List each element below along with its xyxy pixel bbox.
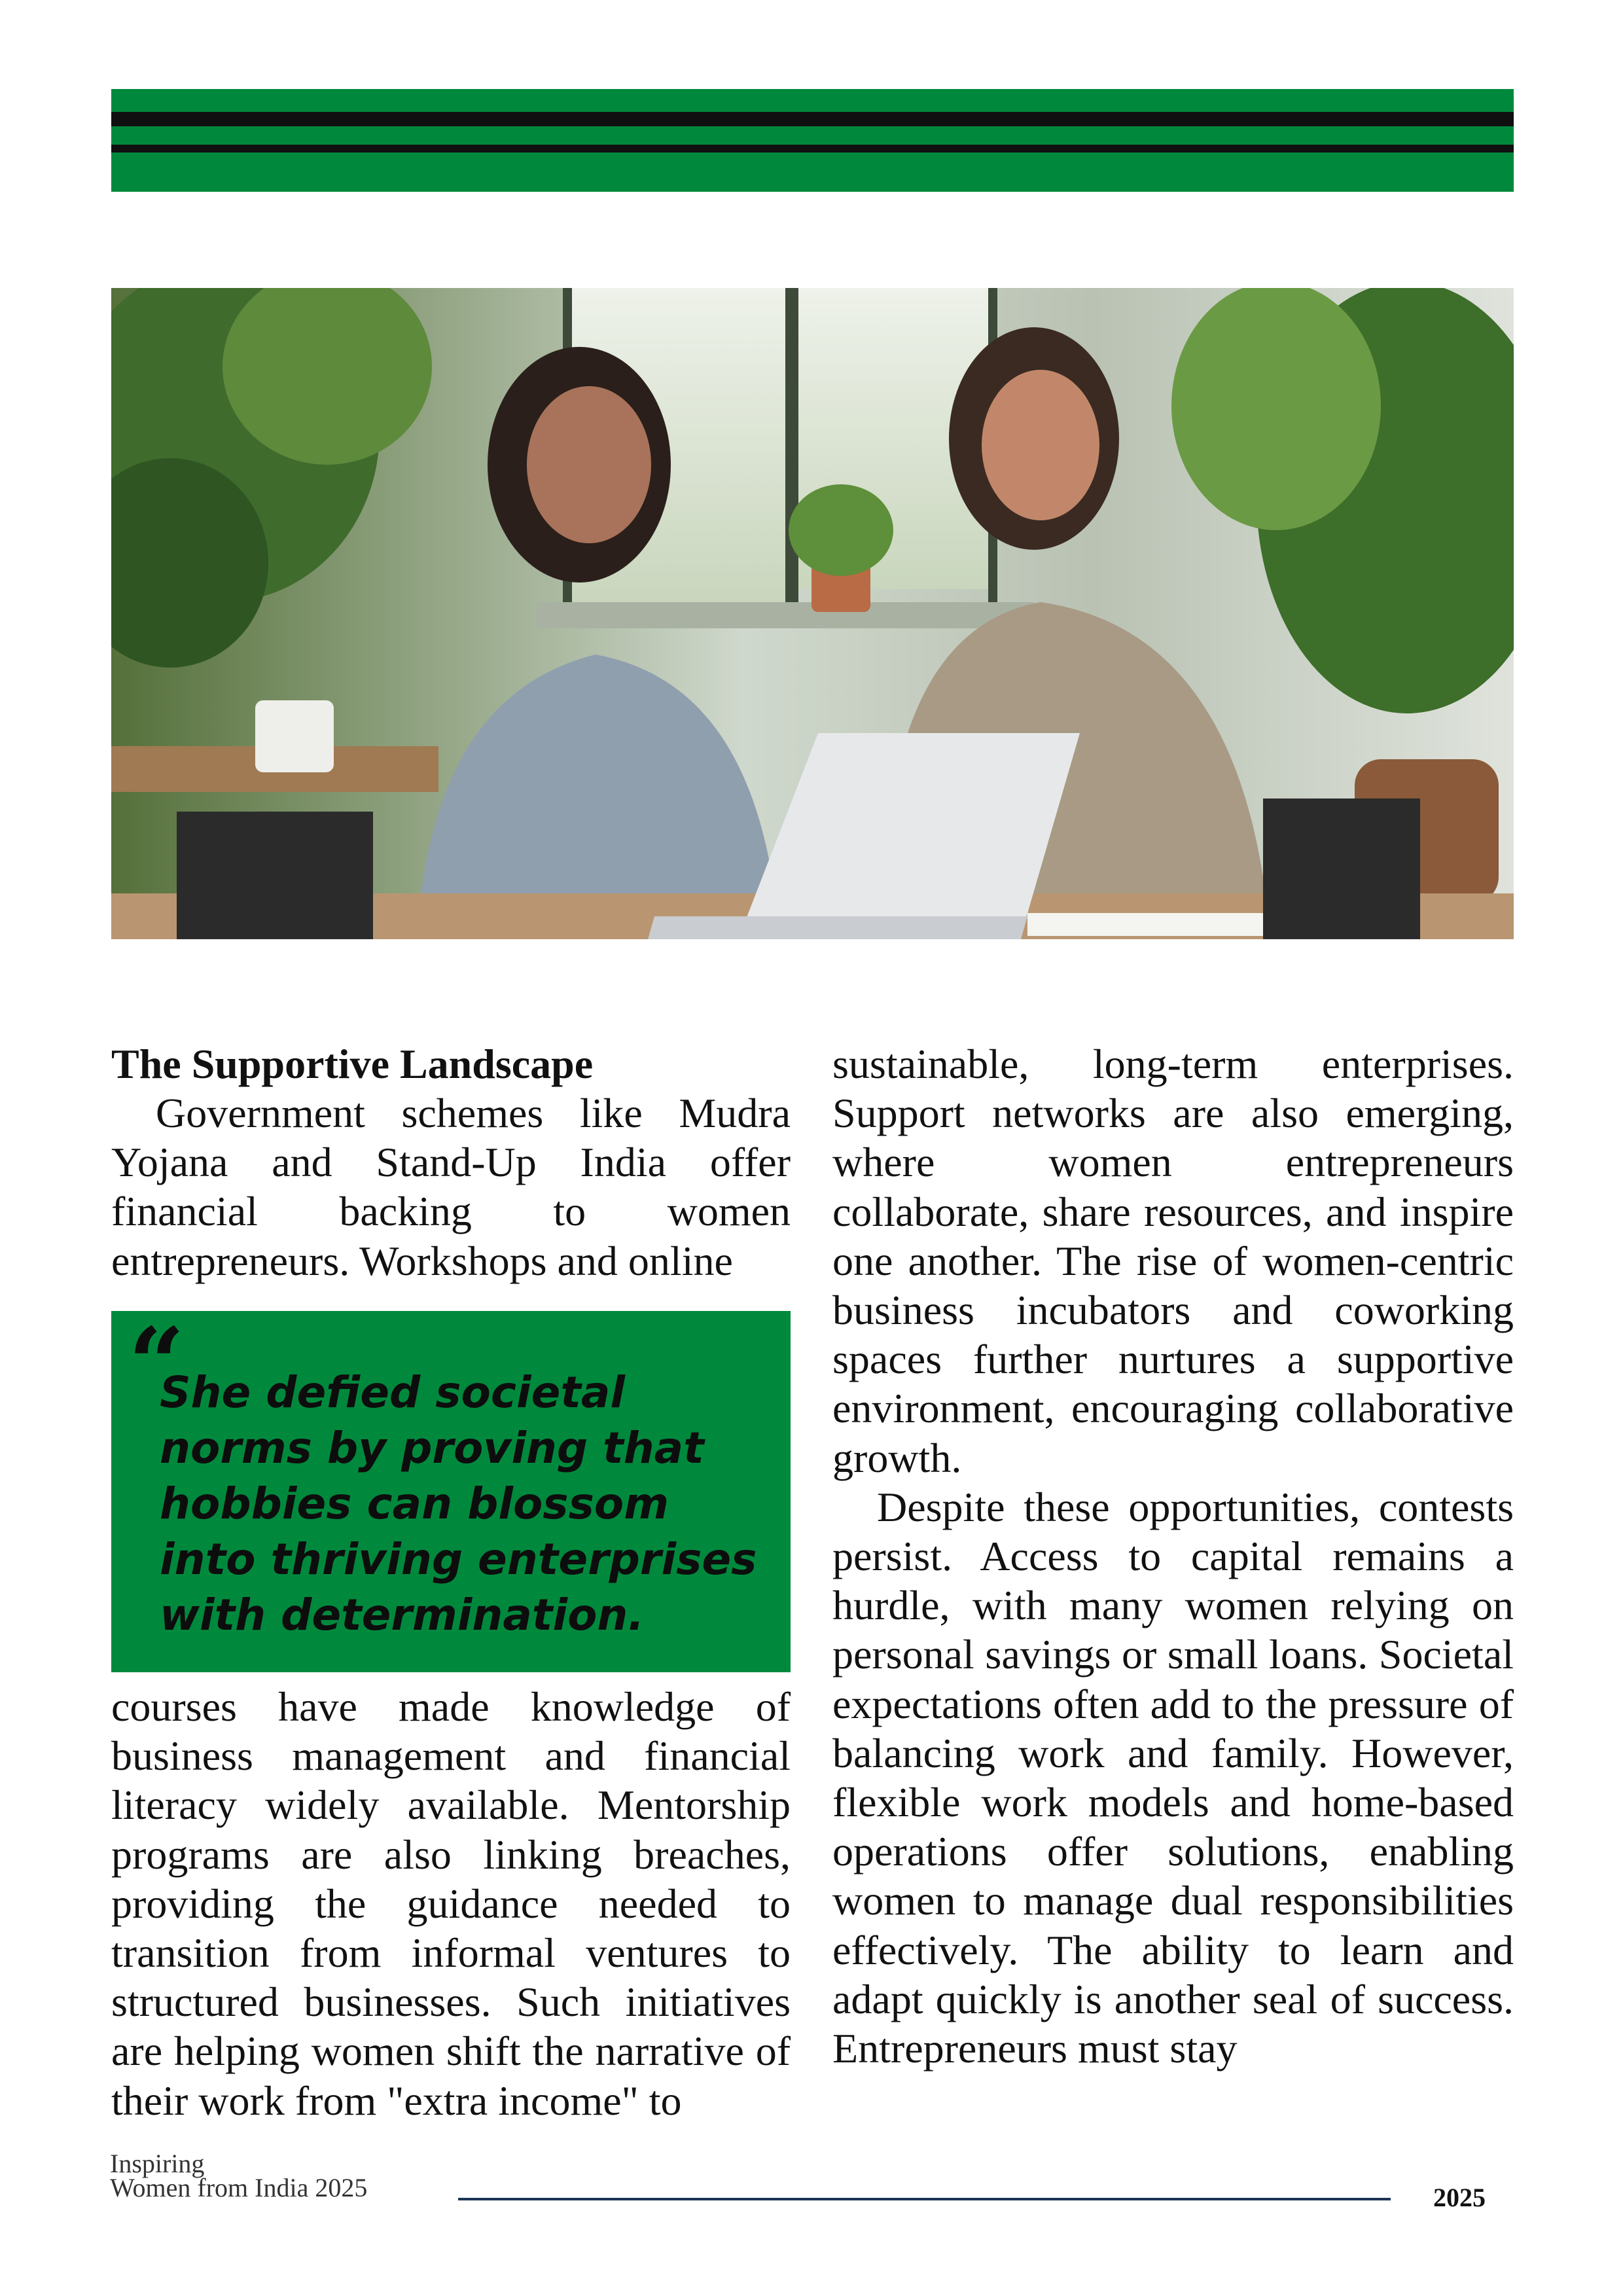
section-heading: The Supportive Landscape	[111, 1041, 594, 1087]
article-photo	[111, 288, 1514, 939]
banner-stripe-top	[111, 112, 1514, 126]
body-paragraph: sustainable, long-term enterprises. Support networks are also emerging, where women entrepreneurs collaborate, share resources, and inspire one another. The rise of women-centric business incubators and coworking spaces further nurtures a supportive environment, encouraging collaborative growth.	[832, 1041, 1514, 1481]
footer-title-line2: Women from India 2025	[110, 2173, 368, 2202]
banner-stripe-bottom	[111, 145, 1514, 152]
left-column-bottom	[111, 1682, 791, 2125]
pull-quote-text: She defied societal norms by proving that hobbies can blossom into thriving enterprises with determination.	[160, 1367, 757, 1640]
footer-publication-title	[110, 2151, 367, 2200]
right-column	[832, 1039, 1514, 2073]
footer-year: 2025	[1433, 2183, 1486, 2212]
header-banner	[111, 89, 1514, 192]
body-paragraph: Despite these opportunities, contests persist. Access to capital remains a hurdle, with many women relying on personal savings or small loans. Societal expectations often add to the pressure of balancing work and family. However, flexible work models and home-based operations offer solutions, enabling women to manage dual responsibilities effectively. The ability to learn and adapt quickly is another seal of success. Entrepreneurs must stay	[832, 1483, 1514, 2072]
footer-rule	[458, 2198, 1391, 2200]
body-paragraph: Government schemes like Mudra Yojana and Stand-Up India offer financial backing to women entrepreneurs. Workshops and online	[111, 1090, 791, 1284]
body-paragraph: courses have made knowledge of business management and financial literacy widely available. Mentorship programs are also linking breaches, providing the guidance needed to transition from informal ventures to structured businesses. Such initiatives are helping women shift the narrative of their work from "extra income" to	[111, 1683, 791, 2124]
quote-mark-icon: “	[128, 1306, 185, 1422]
pull-quote	[111, 1306, 791, 1672]
footer-title-line1: Inspiring	[110, 2149, 205, 2178]
left-column-top	[111, 1039, 791, 1285]
